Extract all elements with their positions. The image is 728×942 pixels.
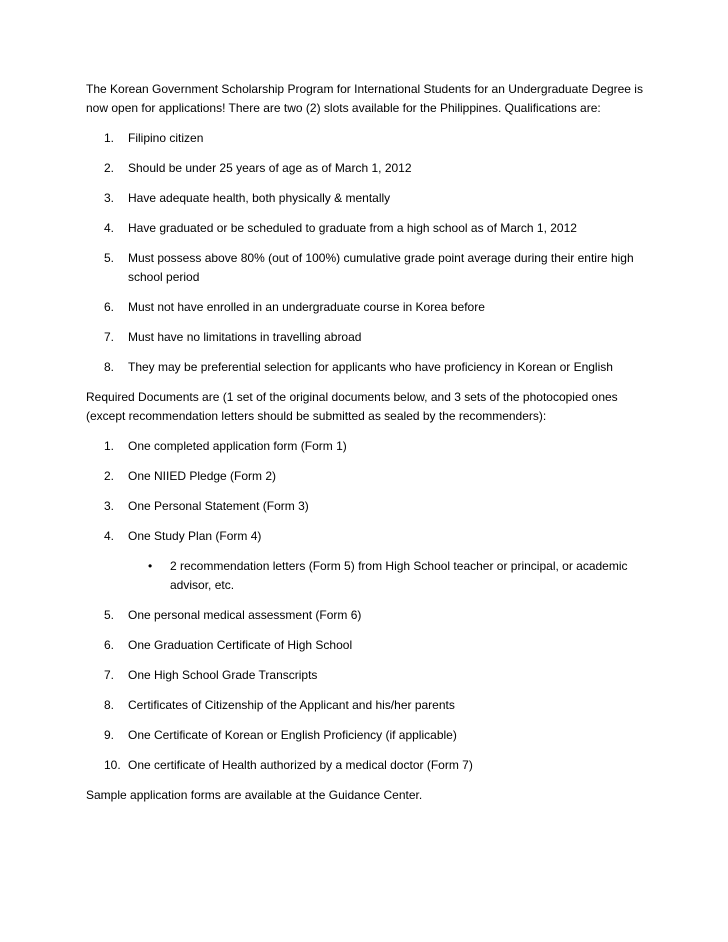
list-item <box>86 328 646 347</box>
list-text: One Certificate of Korean or English Proficiency (if applicable) <box>128 728 457 742</box>
list-item <box>86 298 646 317</box>
list-item <box>86 467 646 486</box>
list-text: One Study Plan (Form 4) <box>128 529 262 543</box>
list-text: Must have no limitations in travelling abroad <box>128 330 362 344</box>
list-text: Certificates of Citizenship of the Applicant and his/her parents <box>128 698 455 712</box>
list-text: One Personal Statement (Form 3) <box>128 499 309 513</box>
list-item <box>86 497 646 516</box>
sub-list-item <box>86 557 646 595</box>
list-text: One completed application form (Form 1) <box>128 439 347 453</box>
list-text: One certificate of Health authorized by a medical doctor (Form 7) <box>128 758 473 772</box>
list-number: 6. <box>104 638 115 652</box>
documents-intro-paragraph: Required Documents are (1 set of the original documents below, and 3 sets of the photocopied ones (except recommendation letters should be submitted as sealed by the recommenders): <box>86 390 618 423</box>
list-text: They may be preferential selection for applicants who have proficiency in Korean or English <box>128 360 613 374</box>
list-number: 7. <box>104 668 115 682</box>
list-item <box>86 606 646 625</box>
list-number: 8. <box>104 360 115 374</box>
list-number: 3. <box>104 499 115 513</box>
list-item <box>86 358 646 377</box>
list-number: 1. <box>104 131 115 145</box>
list-text: One Graduation Certificate of High School <box>128 638 353 652</box>
list-text: Have graduated or be scheduled to graduate from a high school as of March 1, 2012 <box>128 221 577 235</box>
list-text: One High School Grade Transcripts <box>128 668 318 682</box>
list-text: Must not have enrolled in an undergraduate course in Korea before <box>128 300 485 314</box>
list-number: 9. <box>104 728 115 742</box>
list-number: 8. <box>104 698 115 712</box>
list-text: Should be under 25 years of age as of March 1, 2012 <box>128 161 412 175</box>
documents-list-continued <box>86 606 646 775</box>
closing-paragraph: Sample application forms are available at the Guidance Center. <box>86 788 423 802</box>
list-text: 2 recommendation letters (Form 5) from High School teacher or principal, or academic advisor, etc. <box>170 559 628 592</box>
list-item <box>86 636 646 655</box>
list-number: 2. <box>104 161 115 175</box>
list-number: 4. <box>104 221 115 235</box>
list-number: 7. <box>104 330 115 344</box>
list-number: 6. <box>104 300 115 314</box>
bullet-icon: • <box>148 559 153 573</box>
list-number: 2. <box>104 469 115 483</box>
list-item <box>86 437 646 456</box>
list-text: One personal medical assessment (Form 6) <box>128 608 362 622</box>
list-number: 1. <box>104 439 115 453</box>
list-item <box>86 666 646 685</box>
list-item <box>86 696 646 715</box>
list-text: Must possess above 80% (out of 100%) cumulative grade point average during their entire high school period <box>128 251 634 284</box>
list-text: Have adequate health, both physically & mentally <box>128 191 391 205</box>
list-item <box>86 129 646 148</box>
list-text: One NIIED Pledge (Form 2) <box>128 469 277 483</box>
list-item <box>86 249 646 287</box>
recommendation-sublist <box>86 557 646 595</box>
list-text: Filipino citizen <box>128 131 204 145</box>
list-item <box>86 159 646 178</box>
intro-paragraph: The Korean Government Scholarship Program for International Students for an Undergraduate Degree is now open for applications! There are two (2) slots available for the Philippines. Qualifications are: <box>86 82 643 115</box>
list-number: 4. <box>104 529 115 543</box>
document-page <box>86 80 646 805</box>
list-item <box>86 726 646 745</box>
list-number: 3. <box>104 191 115 205</box>
list-number: 10. <box>104 758 121 772</box>
list-number: 5. <box>104 251 115 265</box>
list-item <box>86 527 646 546</box>
list-item <box>86 189 646 208</box>
list-item <box>86 756 646 775</box>
qualifications-list <box>86 129 646 377</box>
documents-list <box>86 437 646 546</box>
list-number: 5. <box>104 608 115 622</box>
list-item <box>86 219 646 238</box>
